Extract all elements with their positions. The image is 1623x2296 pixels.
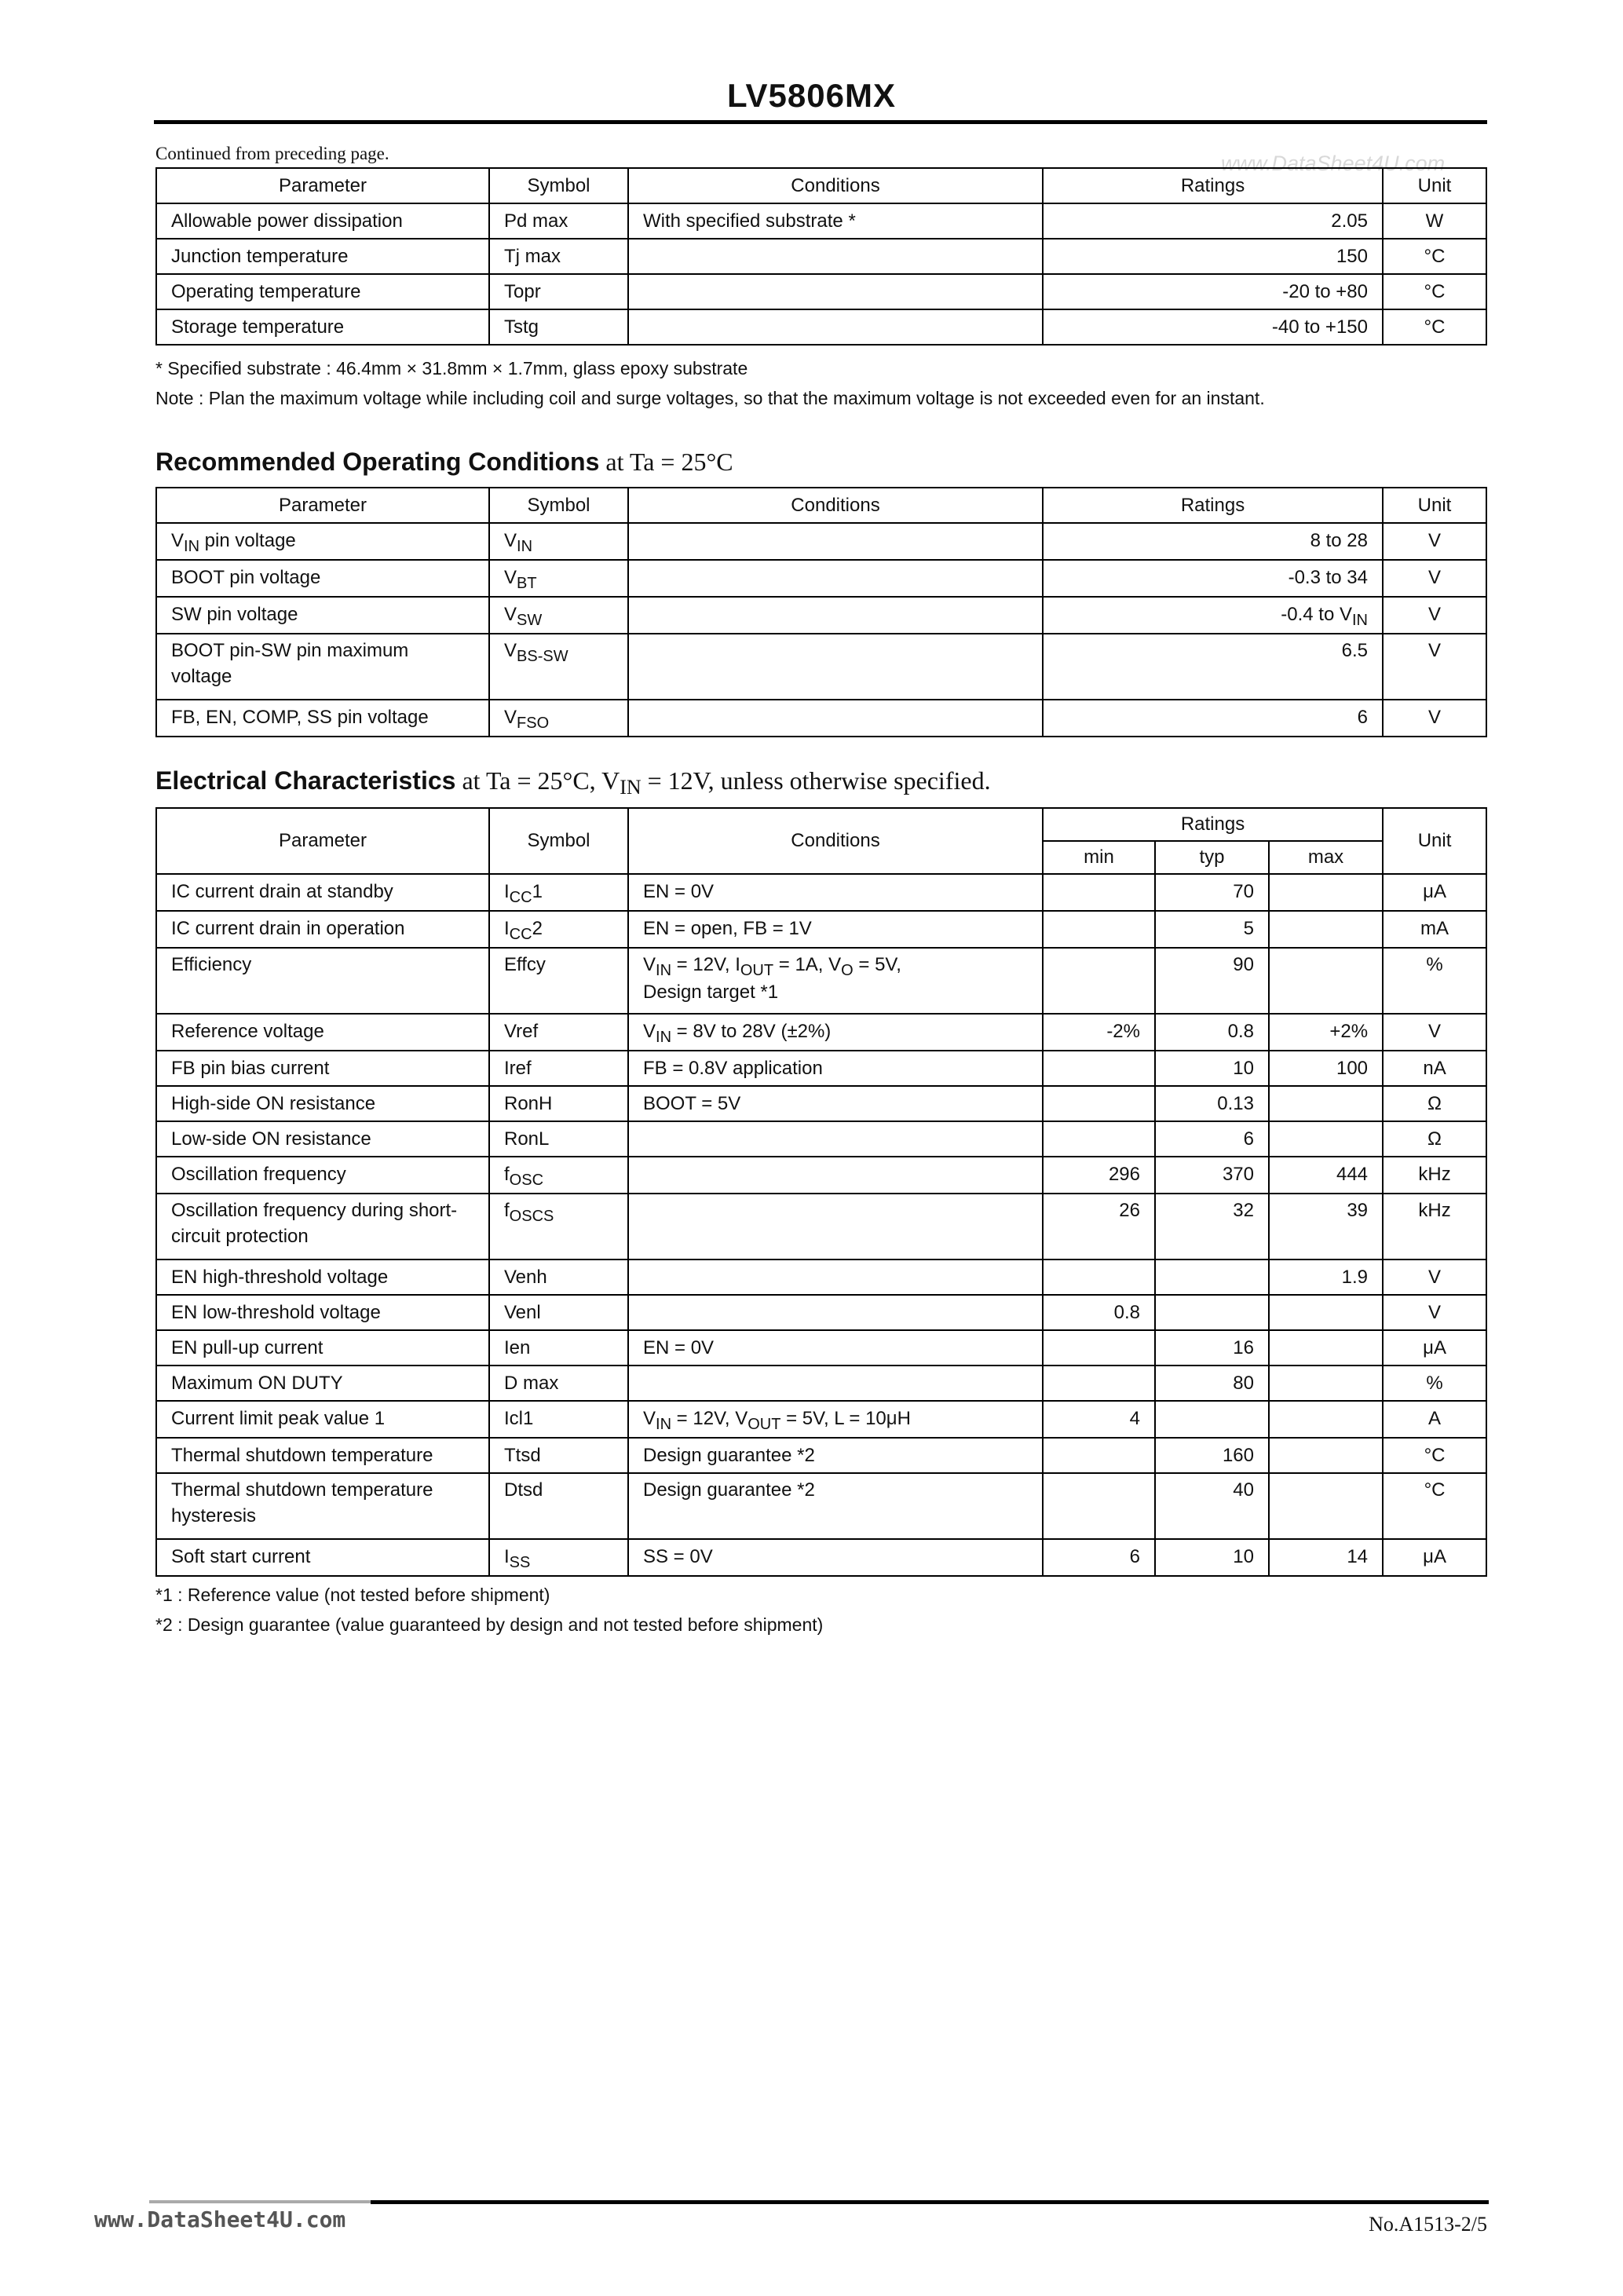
max-cell <box>1269 948 1383 1014</box>
conditions-cell <box>628 700 1043 737</box>
table-row <box>156 560 1486 597</box>
text: O <box>841 962 854 979</box>
rating-cell <box>1043 597 1383 634</box>
conditions-cell <box>628 1121 1043 1157</box>
conditions-cell: Design guarantee *2 <box>628 1473 1043 1539</box>
unit-cell: °C <box>1383 274 1486 309</box>
text: SW <box>517 612 543 629</box>
unit-cell: % <box>1383 948 1486 1014</box>
unit-cell: Ω <box>1383 1121 1486 1157</box>
param-cell <box>156 700 489 737</box>
conditions-cell <box>628 1401 1043 1438</box>
watermark-top: www.DataSheet4U.com <box>1221 152 1446 175</box>
unit-cell: W <box>1383 203 1486 239</box>
max-ratings-table <box>155 167 1487 345</box>
param-cell: Oscillation frequency during short-circuit protection <box>156 1194 489 1260</box>
symbol-cell <box>489 1539 628 1576</box>
rating-cell <box>1043 634 1383 700</box>
typ-cell: 0.8 <box>1155 1014 1269 1051</box>
unit-cell: V <box>1383 523 1486 560</box>
max-cell: 100 <box>1269 1051 1383 1086</box>
min-cell <box>1043 1330 1155 1366</box>
max-cell <box>1269 1295 1383 1330</box>
roc-heading-tail: at Ta = 25°C <box>599 448 733 476</box>
min-cell <box>1043 911 1155 948</box>
text: BT <box>517 575 537 592</box>
typ-cell: 70 <box>1155 874 1269 911</box>
continued-note: Continued from preceding page. <box>155 144 389 163</box>
conditions-cell: EN = 0V <box>628 1330 1043 1366</box>
text: Effcy <box>504 954 546 975</box>
typ-cell: 32 <box>1155 1194 1269 1260</box>
param-cell: Low-side ON resistance <box>156 1121 489 1157</box>
unit-cell: A <box>1383 1401 1486 1438</box>
typ-cell: 16 <box>1155 1330 1269 1366</box>
max-voltage-note: Note : Plan the maximum voltage while including coil and surge voltages, so that the maximum voltage is not exceeded even for an instant. <box>155 388 1265 408</box>
symbol-cell <box>489 1260 628 1295</box>
typ-cell <box>1155 1295 1269 1330</box>
typ-cell: 40 <box>1155 1473 1269 1539</box>
table-row <box>156 1330 1486 1366</box>
text: = 12V, I <box>671 954 740 975</box>
table-row <box>156 911 1486 948</box>
unit-cell: kHz <box>1383 1157 1486 1194</box>
param-cell: Operating temperature <box>156 274 489 309</box>
unit-cell: Ω <box>1383 1086 1486 1121</box>
symbol-cell <box>489 911 628 948</box>
min-cell <box>1043 1438 1155 1473</box>
text: RonH <box>504 1093 553 1114</box>
table-row <box>156 1260 1486 1295</box>
header-ratings: Ratings <box>1043 168 1383 203</box>
unit-cell: μA <box>1383 1539 1486 1576</box>
table-row <box>156 523 1486 560</box>
text: f <box>504 1200 510 1221</box>
text: IN <box>656 1029 672 1046</box>
conditions-cell <box>628 634 1043 700</box>
text: = 12V, V <box>671 1408 748 1429</box>
conditions-cell <box>628 560 1043 597</box>
conditions-cell <box>628 1295 1043 1330</box>
table-row <box>156 1194 1486 1260</box>
text: V <box>504 604 517 625</box>
table-row <box>156 700 1486 737</box>
ec-heading-bold: Electrical Characteristics <box>155 766 456 795</box>
symbol-cell <box>489 1330 628 1366</box>
param-cell: IC current drain at standby <box>156 874 489 911</box>
conditions-cell: BOOT = 5V <box>628 1086 1043 1121</box>
text: CC <box>509 926 532 943</box>
text: = 5V, L = 10μH <box>780 1408 911 1429</box>
typ-cell: 10 <box>1155 1539 1269 1576</box>
unit-cell: nA <box>1383 1051 1486 1086</box>
unit-cell: V <box>1383 1014 1486 1051</box>
table-row <box>156 874 1486 911</box>
symbol-cell <box>489 1295 628 1330</box>
table-row <box>156 634 1486 700</box>
header-parameter: Parameter <box>156 808 489 874</box>
param-cell: FB pin bias current <box>156 1051 489 1086</box>
text: V <box>171 530 185 551</box>
unit-cell: °C <box>1383 239 1486 274</box>
unit-cell: °C <box>1383 1473 1486 1539</box>
unit-cell: °C <box>1383 1438 1486 1473</box>
table-row <box>156 948 1486 1014</box>
table-row <box>156 1295 1486 1330</box>
text: V <box>643 1408 656 1429</box>
table-row <box>156 1539 1486 1576</box>
text: BOOT pin voltage <box>171 567 321 588</box>
unit-cell: V <box>1383 1260 1486 1295</box>
text: FB, EN, COMP, SS pin voltage <box>171 707 429 728</box>
table-row <box>156 239 1486 274</box>
text: OSC <box>509 1172 544 1189</box>
header-symbol: Symbol <box>489 168 628 203</box>
min-cell: 296 <box>1043 1157 1155 1194</box>
rating-cell: 150 <box>1043 239 1383 274</box>
unit-cell: °C <box>1383 309 1486 345</box>
unit-cell: V <box>1383 1295 1486 1330</box>
text: I <box>504 1546 510 1567</box>
symbol-cell <box>489 1194 628 1260</box>
ec-table <box>155 807 1487 1577</box>
conditions-cell <box>628 948 1043 1014</box>
unit-cell: V <box>1383 700 1486 737</box>
conditions-cell <box>628 1260 1043 1295</box>
symbol-cell <box>489 523 628 560</box>
footnote-1: *1 : Reference value (not tested before shipment) <box>155 1585 550 1605</box>
param-cell <box>156 560 489 597</box>
symbol-cell <box>489 1366 628 1401</box>
ec-heading-sub: IN <box>620 776 642 799</box>
param-cell <box>156 597 489 634</box>
text: Design target *1 <box>643 982 779 1003</box>
unit-cell: μA <box>1383 874 1486 911</box>
text: I <box>504 881 510 902</box>
text: OUT <box>740 962 774 979</box>
table-row <box>156 1366 1486 1401</box>
param-cell: High-side ON resistance <box>156 1086 489 1121</box>
table-row <box>156 274 1486 309</box>
text: OUT <box>748 1416 781 1433</box>
table-row <box>156 1157 1486 1194</box>
min-cell <box>1043 874 1155 911</box>
header-unit: Unit <box>1383 488 1486 523</box>
conditions-cell: Design guarantee *2 <box>628 1438 1043 1473</box>
roc-heading-bold: Recommended Operating Conditions <box>155 448 600 476</box>
typ-cell <box>1155 1260 1269 1295</box>
text: V <box>504 530 517 551</box>
conditions-cell: SS = 0V <box>628 1539 1043 1576</box>
param-cell: Reference voltage <box>156 1014 489 1051</box>
text: 2 <box>532 918 543 939</box>
symbol-cell <box>489 1121 628 1157</box>
max-cell: 39 <box>1269 1194 1383 1260</box>
max-cell <box>1269 911 1383 948</box>
text: V <box>643 1021 656 1042</box>
text: Ien <box>504 1337 531 1358</box>
typ-cell: 80 <box>1155 1366 1269 1401</box>
table-row <box>156 203 1486 239</box>
text: OSCS <box>509 1208 554 1225</box>
header-min: min <box>1043 841 1155 874</box>
conditions-cell <box>628 274 1043 309</box>
text: Venh <box>504 1267 547 1288</box>
text: SS <box>509 1554 531 1571</box>
unit-cell: % <box>1383 1366 1486 1401</box>
unit-cell: V <box>1383 634 1486 700</box>
text: = 1A, V <box>773 954 842 975</box>
param-cell <box>156 523 489 560</box>
text: IN <box>517 538 533 555</box>
header-conditions: Conditions <box>628 488 1043 523</box>
typ-cell: 90 <box>1155 948 1269 1014</box>
conditions-cell <box>628 523 1043 560</box>
text: 6.5 <box>1341 640 1368 661</box>
conditions-cell <box>628 1366 1043 1401</box>
text: IN <box>1352 612 1368 629</box>
table-header-row <box>156 808 1486 841</box>
typ-cell: 370 <box>1155 1157 1269 1194</box>
max-cell <box>1269 874 1383 911</box>
text: SW pin voltage <box>171 604 298 625</box>
param-cell: Allowable power dissipation <box>156 203 489 239</box>
param-cell: IC current drain in operation <box>156 911 489 948</box>
unit-cell: kHz <box>1383 1194 1486 1260</box>
conditions-cell <box>628 1014 1043 1051</box>
min-cell <box>1043 1366 1155 1401</box>
footnote-2: *2 : Design guarantee (value guaranteed by design and not tested before shipment) <box>155 1614 824 1635</box>
min-cell <box>1043 1121 1155 1157</box>
param-cell: Efficiency <box>156 948 489 1014</box>
max-cell: 14 <box>1269 1539 1383 1576</box>
min-cell <box>1043 1260 1155 1295</box>
header-typ: typ <box>1155 841 1269 874</box>
header-conditions: Conditions <box>628 168 1043 203</box>
symbol-cell <box>489 1473 628 1539</box>
conditions-cell: EN = open, FB = 1V <box>628 911 1043 948</box>
min-cell: 26 <box>1043 1194 1155 1260</box>
rating-cell: -40 to +150 <box>1043 309 1383 345</box>
symbol-cell: Pd max <box>489 203 628 239</box>
text: 8 to 28 <box>1310 530 1368 551</box>
typ-cell: 0.13 <box>1155 1086 1269 1121</box>
table-header-row <box>156 488 1486 523</box>
param-cell: Soft start current <box>156 1539 489 1576</box>
text: Ttsd <box>504 1445 541 1466</box>
table-row <box>156 1121 1486 1157</box>
text: V <box>504 567 517 588</box>
conditions-cell: With specified substrate * <box>628 203 1043 239</box>
symbol-cell <box>489 874 628 911</box>
header-rule <box>154 120 1487 124</box>
param-cell: EN pull-up current <box>156 1330 489 1366</box>
roc-table <box>155 487 1487 737</box>
table-row <box>156 309 1486 345</box>
header-symbol: Symbol <box>489 808 628 874</box>
header-max: max <box>1269 841 1383 874</box>
typ-cell <box>1155 1401 1269 1438</box>
symbol-cell <box>489 634 628 700</box>
symbol-cell <box>489 1014 628 1051</box>
page-number: No.A1513-2/5 <box>1369 2213 1487 2236</box>
param-cell: Maximum ON DUTY <box>156 1366 489 1401</box>
param-cell: EN low-threshold voltage <box>156 1295 489 1330</box>
rating-cell: -20 to +80 <box>1043 274 1383 309</box>
symbol-cell <box>489 560 628 597</box>
max-cell: 444 <box>1269 1157 1383 1194</box>
unit-cell: V <box>1383 560 1486 597</box>
max-cell <box>1269 1330 1383 1366</box>
symbol-cell: Topr <box>489 274 628 309</box>
unit-cell: V <box>1383 597 1486 634</box>
max-cell <box>1269 1121 1383 1157</box>
text: Dtsd <box>504 1479 543 1501</box>
typ-cell: 5 <box>1155 911 1269 948</box>
symbol-cell <box>489 700 628 737</box>
min-cell: 0.8 <box>1043 1295 1155 1330</box>
param-cell: EN high-threshold voltage <box>156 1260 489 1295</box>
max-cell <box>1269 1366 1383 1401</box>
min-cell <box>1043 1086 1155 1121</box>
param-cell: Thermal shutdown temperature <box>156 1438 489 1473</box>
rating-cell <box>1043 560 1383 597</box>
text: V <box>504 707 517 728</box>
header-unit: Unit <box>1383 808 1486 874</box>
symbol-cell: Tj max <box>489 239 628 274</box>
unit-cell: mA <box>1383 911 1486 948</box>
conditions-cell <box>628 1194 1043 1260</box>
symbol-cell: Tstg <box>489 309 628 345</box>
conditions-cell <box>628 1157 1043 1194</box>
ec-heading <box>155 766 991 799</box>
text: I <box>504 918 510 939</box>
text: CC <box>509 889 532 906</box>
min-cell <box>1043 948 1155 1014</box>
roc-heading <box>155 448 733 477</box>
footer-watermark: www.DataSheet4U.com <box>94 2206 346 2232</box>
conditions-cell <box>628 239 1043 274</box>
text: = 5V, <box>853 954 901 975</box>
param-cell: Oscillation frequency <box>156 1157 489 1194</box>
symbol-cell <box>489 1086 628 1121</box>
param-cell: Thermal shutdown temperature hysteresis <box>156 1473 489 1539</box>
table-row <box>156 1401 1486 1438</box>
param-cell: Current limit peak value 1 <box>156 1401 489 1438</box>
text: V <box>504 640 517 661</box>
symbol-cell <box>489 1051 628 1086</box>
header-parameter: Parameter <box>156 168 489 203</box>
text: IN <box>184 538 200 555</box>
rating-cell <box>1043 700 1383 737</box>
symbol-cell <box>489 1157 628 1194</box>
text: RonL <box>504 1128 550 1150</box>
symbol-cell <box>489 1438 628 1473</box>
header-ratings: Ratings <box>1043 808 1383 841</box>
min-cell: -2% <box>1043 1014 1155 1051</box>
conditions-cell <box>628 309 1043 345</box>
substrate-note: * Specified substrate : 46.4mm × 31.8mm × 1.7mm, glass epoxy substrate <box>155 358 748 378</box>
symbol-cell <box>489 948 628 1014</box>
header-ratings: Ratings <box>1043 488 1383 523</box>
text: Iref <box>504 1058 532 1079</box>
header-unit: Unit <box>1383 168 1486 203</box>
max-cell: 1.9 <box>1269 1260 1383 1295</box>
footer-rule-right <box>371 2200 1489 2204</box>
ec-heading-b: = 12V, unless otherwise specified. <box>641 766 991 795</box>
table-row <box>156 1014 1486 1051</box>
text: pin voltage <box>199 530 296 551</box>
text: IN <box>656 1416 672 1433</box>
header-parameter: Parameter <box>156 488 489 523</box>
text: BOOT pin-SW pin maximum voltage <box>171 640 409 687</box>
max-cell <box>1269 1401 1383 1438</box>
table-row <box>156 1473 1486 1539</box>
rating-cell: 2.05 <box>1043 203 1383 239</box>
min-cell: 4 <box>1043 1401 1155 1438</box>
param-cell: Junction temperature <box>156 239 489 274</box>
text: IN <box>656 962 672 979</box>
max-cell <box>1269 1438 1383 1473</box>
max-cell <box>1269 1086 1383 1121</box>
param-cell: Storage temperature <box>156 309 489 345</box>
typ-cell: 6 <box>1155 1121 1269 1157</box>
symbol-cell <box>489 1401 628 1438</box>
header-symbol: Symbol <box>489 488 628 523</box>
table-header-row <box>156 168 1486 203</box>
typ-cell: 160 <box>1155 1438 1269 1473</box>
text: BS-SW <box>517 648 568 665</box>
footer-rule-left <box>149 2200 371 2203</box>
text: f <box>504 1164 510 1185</box>
table-row <box>156 1051 1486 1086</box>
conditions-cell <box>628 597 1043 634</box>
max-cell: +2% <box>1269 1014 1383 1051</box>
text: -0.4 to V <box>1281 604 1352 625</box>
min-cell <box>1043 1473 1155 1539</box>
table-row <box>156 1086 1486 1121</box>
text: Venl <box>504 1302 541 1323</box>
text: Vref <box>504 1021 539 1042</box>
conditions-cell: FB = 0.8V application <box>628 1051 1043 1086</box>
text: -0.3 to 34 <box>1288 567 1368 588</box>
symbol-cell <box>489 597 628 634</box>
text: = 8V to 28V (±2%) <box>671 1021 832 1042</box>
min-cell <box>1043 1051 1155 1086</box>
text: D max <box>504 1373 559 1394</box>
max-cell <box>1269 1473 1383 1539</box>
rating-cell <box>1043 523 1383 560</box>
param-cell <box>156 634 489 700</box>
text: FSO <box>517 715 550 732</box>
table-row <box>156 1438 1486 1473</box>
text: V <box>643 954 656 975</box>
unit-cell: μA <box>1383 1330 1486 1366</box>
text: Icl1 <box>504 1408 534 1429</box>
text: 1 <box>532 881 543 902</box>
page-title: LV5806MX <box>727 77 896 114</box>
header-conditions: Conditions <box>628 808 1043 874</box>
ec-heading-a: at Ta = 25°C, V <box>455 766 620 795</box>
typ-cell: 10 <box>1155 1051 1269 1086</box>
min-cell: 6 <box>1043 1539 1155 1576</box>
conditions-cell: EN = 0V <box>628 874 1043 911</box>
text: 6 <box>1357 707 1368 728</box>
table-row <box>156 597 1486 634</box>
